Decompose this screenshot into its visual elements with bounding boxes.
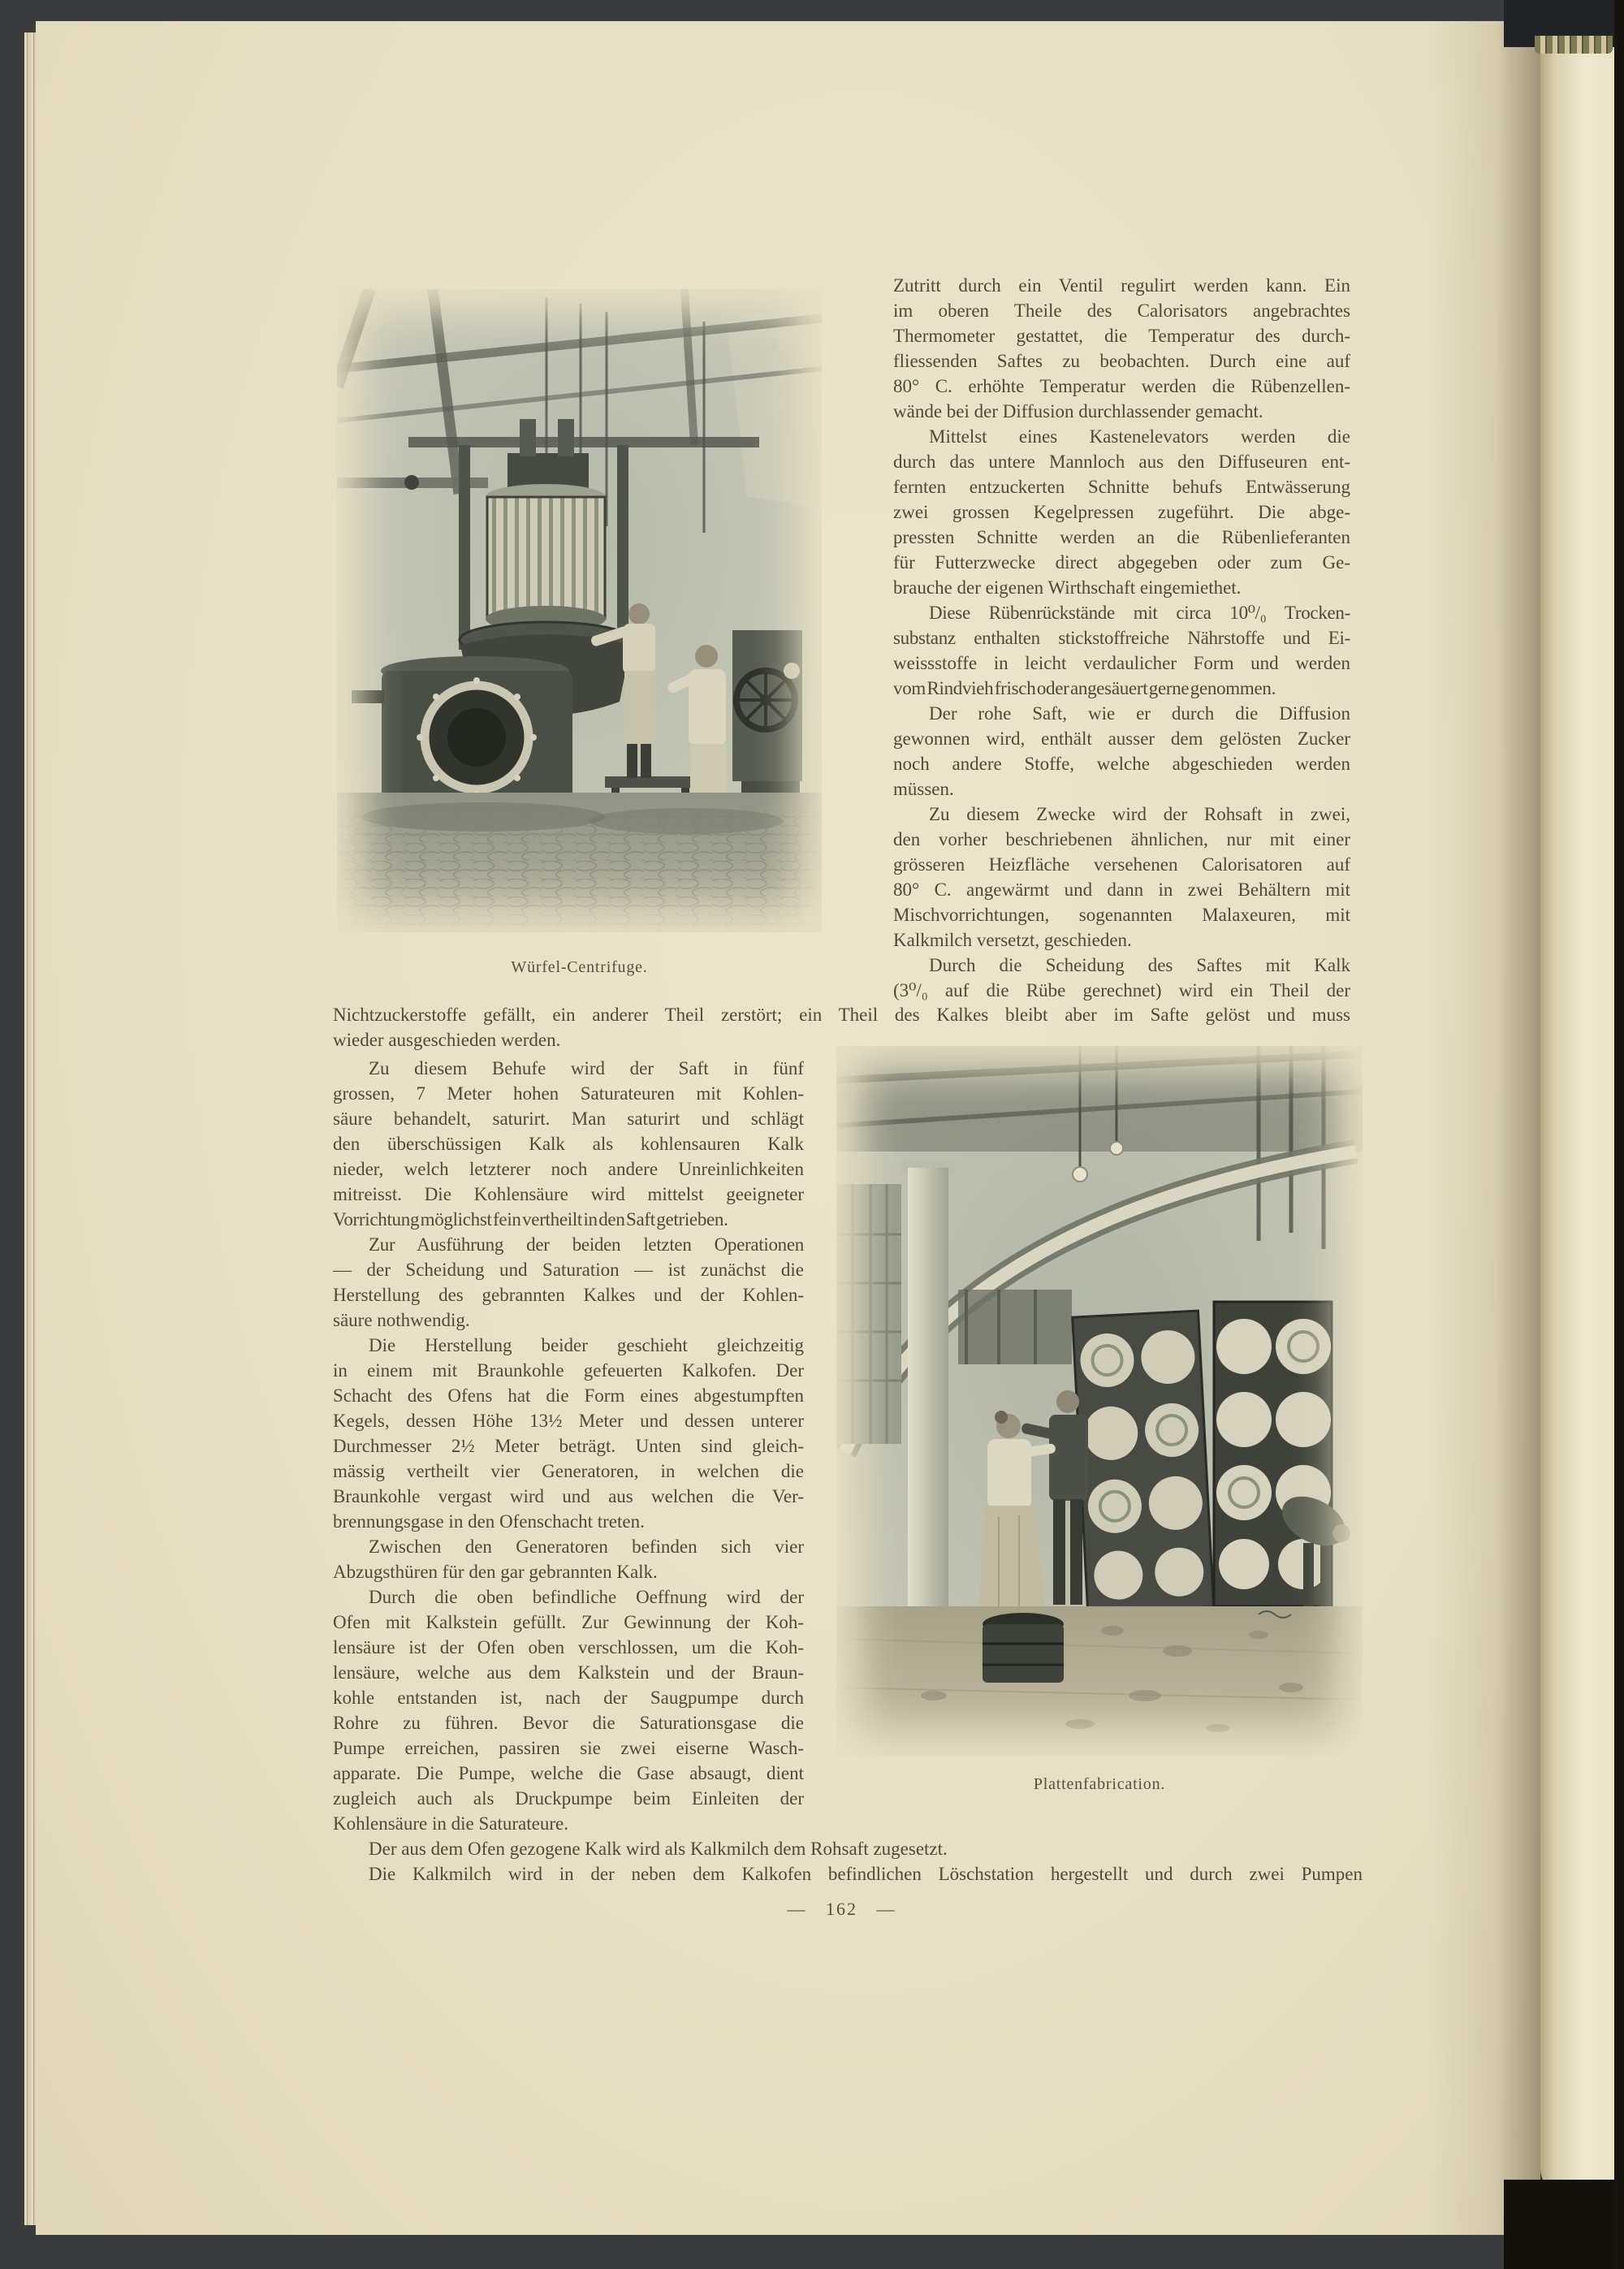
perforated-plate xyxy=(1073,1311,1214,1614)
page-number: — 162 — xyxy=(787,1899,896,1919)
text-line: Zu diesem Zwecke wird der Rohsaft in zwei, xyxy=(929,804,1350,824)
text-line: apparate. Die Pumpe, welche die Gase absaugt, dient xyxy=(333,1763,804,1783)
text-line: den überschüssigen Kalk als kohlensauren Kalk xyxy=(333,1134,804,1154)
text-line: mässig vertheilt vier Generatoren, in welchen die xyxy=(333,1461,804,1481)
text-line: Mischvorrichtungen, sogenannten Malaxeuren, mit xyxy=(893,905,1350,925)
text-line: Abzugsthüren für den gar gebrannten Kalk. xyxy=(333,1562,658,1582)
text-line: fliessenden Saftes zu beobachten. Durch eine auf xyxy=(893,351,1350,371)
text-line: pressten Schnitte werden an die Rübenlieferanten xyxy=(893,527,1350,547)
text-line: im oberen Theile des Calorisators angebrachtes xyxy=(893,300,1350,321)
text-line: Vorrichtung möglichst fein vertheilt in den Saft getrieben. xyxy=(333,1209,728,1230)
perforated-plate xyxy=(1214,1302,1332,1606)
full-width-text xyxy=(333,1002,1350,1052)
text-line: müssen. xyxy=(893,779,954,799)
bottom-paragraphs xyxy=(333,1836,1363,1887)
text-line: den vorher beschriebenen ähnlichen, nur mit einer xyxy=(893,829,1350,849)
text-line: grösseren Heizfläche versehenen Calorisatoren auf xyxy=(893,854,1350,875)
next-page-edge xyxy=(1540,45,1618,2196)
bottom-right-shadow xyxy=(1504,2180,1624,2269)
text-line: Kalkmilch versetzt, geschieden. xyxy=(893,930,1132,950)
text-line: in einem mit Braunkohle gefeuerten Kalkofen. Der xyxy=(333,1360,804,1381)
text-line: 80° C. angewärmt und dann in zwei Behältern mit xyxy=(893,880,1350,900)
text-line: Zu diesem Behufe wird der Saft in fünf xyxy=(369,1058,804,1078)
text-line: brauche der eigenen Wirthschaft eingemiethet. xyxy=(893,577,1242,598)
text-line: Zwischen den Generatoren befinden sich vier xyxy=(369,1536,804,1557)
gutter-shadow xyxy=(1429,21,1540,2235)
text-line: vom Rindvieh frisch oder angesäuert gerne genommen. xyxy=(893,678,1276,698)
text-line: Herstellung des gebrannten Kalkes und der Kohlen- xyxy=(333,1285,804,1305)
text-line: Der rohe Saft, wie er durch die Diffusion xyxy=(929,703,1350,724)
text-line: lensäure ist der Ofen oben verschlossen, um die Koh- xyxy=(333,1637,804,1657)
text-line: Nichtzuckerstoffe gefällt, ein anderer Theil zerstört; ein Theil des Kalkes bleibt aber im Safte gelöst und muss xyxy=(333,1005,1350,1025)
text-line: Ofen mit Kalkstein gefüllt. Zur Gewinnung der Koh- xyxy=(333,1612,804,1632)
text-line: gewonnen wird, enthält ausser dem gelösten Zucker xyxy=(893,728,1350,749)
text-line: Rohre zu führen. Bevor die Saturationsgase die xyxy=(333,1713,804,1733)
text-line: — der Scheidung und Saturation — ist zunächst die xyxy=(333,1260,804,1280)
text-line: 80° C. erhöhte Temperatur werden die Rübenzellen- xyxy=(893,376,1350,396)
right-edge-shadow xyxy=(1614,0,1624,2269)
figure-plattenfabrication-engraving xyxy=(836,1046,1363,1757)
figure-wurfel-centrifuge-engraving xyxy=(337,289,822,932)
figure-caption: Würfel-Centrifuge. xyxy=(511,958,648,976)
text-line: noch andere Stoffe, welche abgeschieden werden xyxy=(893,754,1350,774)
text-line: Durch die Scheidung des Saftes mit Kalk xyxy=(929,955,1350,975)
text-line: Diese Rübenrückstände mit circa 10⁰/₀ Trocken- xyxy=(929,603,1350,623)
text-line: wände bei der Diffusion durchlassender gemacht. xyxy=(893,401,1263,421)
text-line: zwei grossen Kegelpressen zugeführt. Die abge- xyxy=(893,502,1350,522)
text-line: Die Herstellung beider geschieht gleichzeitig xyxy=(369,1335,804,1355)
text-line: durch das untere Mannloch aus den Diffuseuren ent- xyxy=(893,452,1350,472)
text-line: säure nothwendig. xyxy=(333,1310,470,1330)
text-line: Schacht des Ofens hat die Form eines abgestumpften xyxy=(333,1385,804,1406)
text-line: (3⁰/₀ auf die Rübe gerechnet) wird ein Theil der xyxy=(893,980,1350,1001)
text-line: fernten entzuckerten Schnitte behufs Entwässerung xyxy=(893,477,1350,497)
text-line: Die Kalkmilch wird in der neben dem Kalkofen befindlichen Löschstation hergestellt und durch zwei Pumpen xyxy=(369,1864,1363,1884)
text-line: Thermometer gestattet, die Temperatur des durch- xyxy=(893,326,1350,346)
left-page-edges xyxy=(24,32,36,2225)
left-text-column xyxy=(333,1056,804,1836)
right-text-column xyxy=(893,273,1350,1003)
text-line: weissstoffe in leicht verdaulicher Form und werden xyxy=(893,653,1350,673)
text-line: zugleich auch als Druckpumpe beim Einleiten der xyxy=(333,1788,804,1809)
text-line: Kohlensäure in die Saturateure. xyxy=(333,1813,568,1834)
text-line: substanz enthalten stickstoffreiche Nährstoffe und Ei- xyxy=(893,628,1350,648)
text-line: nieder, welch letzterer noch andere Unreinlichkeiten xyxy=(333,1159,804,1179)
binding-headband xyxy=(1535,36,1613,54)
text-line: grossen, 7 Meter hohen Saturateuren mit Kohlen- xyxy=(333,1083,804,1104)
text-line: Mittelst eines Kastenelevators werden die xyxy=(929,426,1350,447)
text-line: Braunkohle vergast wird und aus welchen die Ver- xyxy=(333,1486,804,1506)
text-line: Kegels, dessen Höhe 13½ Meter und dessen unterer xyxy=(333,1411,804,1431)
text-line: säure behandelt, saturirt. Man saturirt und schlägt xyxy=(333,1109,804,1129)
text-line: kohle entstanden ist, nach der Saugpumpe durch xyxy=(333,1688,804,1708)
text-line: Durchmesser 2½ Meter beträgt. Unten sind gleich- xyxy=(333,1436,804,1456)
text-line: brennungsgase in den Ofenschacht treten. xyxy=(333,1511,645,1532)
figure-caption: Plattenfabrication. xyxy=(1033,1775,1166,1793)
text-line: wieder ausgeschieden werden. xyxy=(333,1030,561,1050)
text-line: lensäure, welche aus dem Kalkstein und der Braun- xyxy=(333,1662,804,1683)
text-line: für Futterzwecke direct abgegeben oder zum Ge- xyxy=(893,552,1350,573)
text-line: mitreisst. Die Kohlensäure wird mittelst geeigneter xyxy=(333,1184,804,1204)
text-line: Der aus dem Ofen gezogene Kalk wird als Kalkmilch dem Rohsaft zugesetzt. xyxy=(369,1839,948,1859)
text-line: Zur Ausführung der beiden letzten Operationen xyxy=(369,1234,804,1255)
text-line: Pumpe erreichen, passiren sie zwei eiserne Wasch- xyxy=(333,1738,804,1758)
text-line: Durch die oben befindliche Oeffnung wird der xyxy=(369,1587,804,1607)
text-line: Zutritt durch ein Ventil regulirt werden kann. Ein xyxy=(893,275,1350,296)
